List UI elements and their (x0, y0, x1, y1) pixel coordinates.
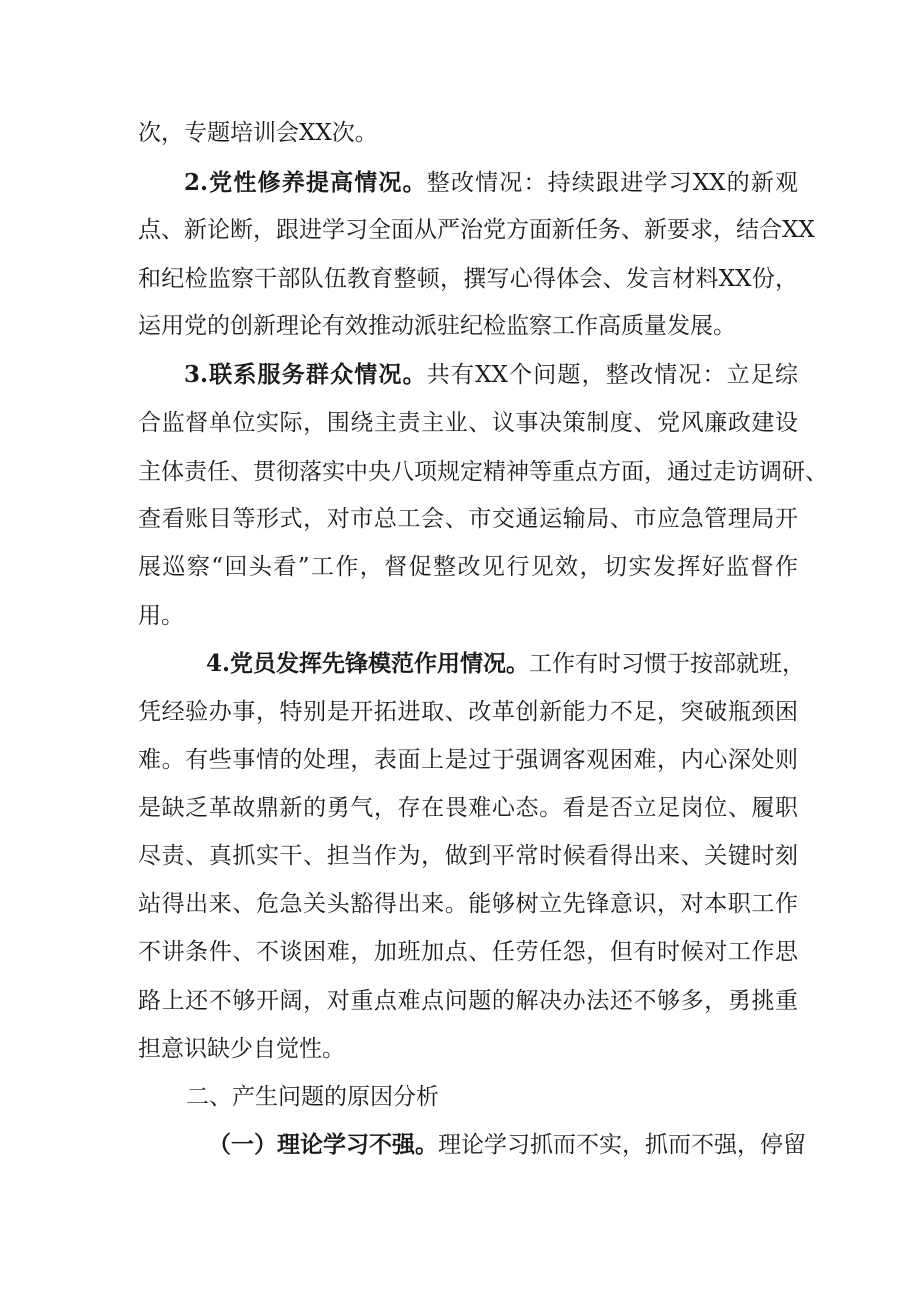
paragraph-line (138, 403, 798, 443)
section-heading-3: 3.联系服务群众情况。 (184, 361, 427, 388)
line-text: 和纪检监察干部队伍教育整顿，撰写心得体会、发言材料XX份， (138, 266, 798, 292)
line-text: 点、新论断，跟进学习全面从严治党方面新任务、新要求，结合XX (138, 217, 815, 243)
section-title-text: 二、产生问题的原因分析 (186, 1084, 439, 1110)
paragraph-line (138, 113, 798, 153)
paragraph-line (138, 740, 798, 780)
section-title (186, 1077, 798, 1117)
paragraph-line (184, 163, 798, 203)
paragraph-line (138, 259, 798, 299)
line-text: 凭经验办事，特别是开拓进取、改革创新能力不足，突破瓶颈困 (138, 699, 798, 725)
section-heading-4: 4.党员发挥先锋模范作用情况。 (206, 650, 530, 677)
line-text: 难。有些事情的处理，表面上是过于强调客观困难，内心深处则 (138, 747, 798, 773)
paragraph-line (138, 788, 798, 828)
line-text: 担意识缺少自觉性。 (138, 1036, 345, 1062)
line-text: 路上还不够开阔，对重点难点问题的解决办法还不够多，勇挑重 (138, 988, 798, 1014)
paragraph-line (208, 1125, 806, 1165)
paragraph-line (138, 692, 798, 732)
paragraph-line (138, 306, 798, 346)
line-text: 次，专题培训会XX次。 (138, 120, 378, 146)
line-text: 展巡察“回头看”工作，督促整改见行见效，切实发挥好监督作 (138, 554, 798, 580)
line-text: 用。 (138, 603, 184, 629)
line-text: 理论学习抓而不实，抓而不强，停留 (438, 1132, 806, 1158)
line-text: 查看账目等形式，对市总工会、市交通运输局、市应急管理局开 (138, 506, 798, 532)
line-text: 站得出来、危急关头豁得出来。能够树立先锋意识，对本职工作 (138, 891, 798, 917)
paragraph-line (138, 1029, 798, 1069)
paragraph-line (138, 981, 798, 1021)
line-text: 尽责、真抓实干、担当作为，做到平常时候看得出来、关键时刻 (138, 843, 798, 869)
paragraph-line (184, 355, 798, 395)
line-text: 运用党的创新理论有效推动派驻纪检监察工作高质量发展。 (138, 313, 736, 339)
paragraph-line (206, 644, 806, 684)
subsection-heading-1: （一）理论学习不强。 (208, 1131, 438, 1158)
paragraph-line (138, 884, 798, 924)
paragraph-line (138, 452, 828, 492)
section-heading-2: 2.党性修养提高情况。 (184, 169, 427, 196)
paragraph-line (138, 836, 798, 876)
line-text: 共有XX个问题，整改情况：立足综 (426, 362, 798, 388)
line-text: 不讲条件、不谈困难，加班加点、任劳任怨，但有时候对工作思 (138, 939, 798, 965)
line-text: 主体责任、贯彻落实中央八项规定精神等重点方面，通过走访调研、 (138, 459, 828, 485)
line-text: 整改情况：持续跟进学习XX的新观 (426, 170, 798, 196)
paragraph-line (138, 547, 798, 587)
paragraph-line (138, 596, 798, 636)
paragraph-line (138, 210, 815, 250)
paragraph-line (138, 499, 798, 539)
line-text: 是缺乏革故鼎新的勇气，存在畏难心态。看是否立足岗位、履职 (138, 795, 798, 821)
line-text: 合监督单位实际，围绕主责主业、议事决策制度、党风廉政建设 (138, 410, 798, 436)
paragraph-line (138, 932, 798, 972)
line-text: 工作有时习惯于按部就班， (529, 651, 806, 677)
